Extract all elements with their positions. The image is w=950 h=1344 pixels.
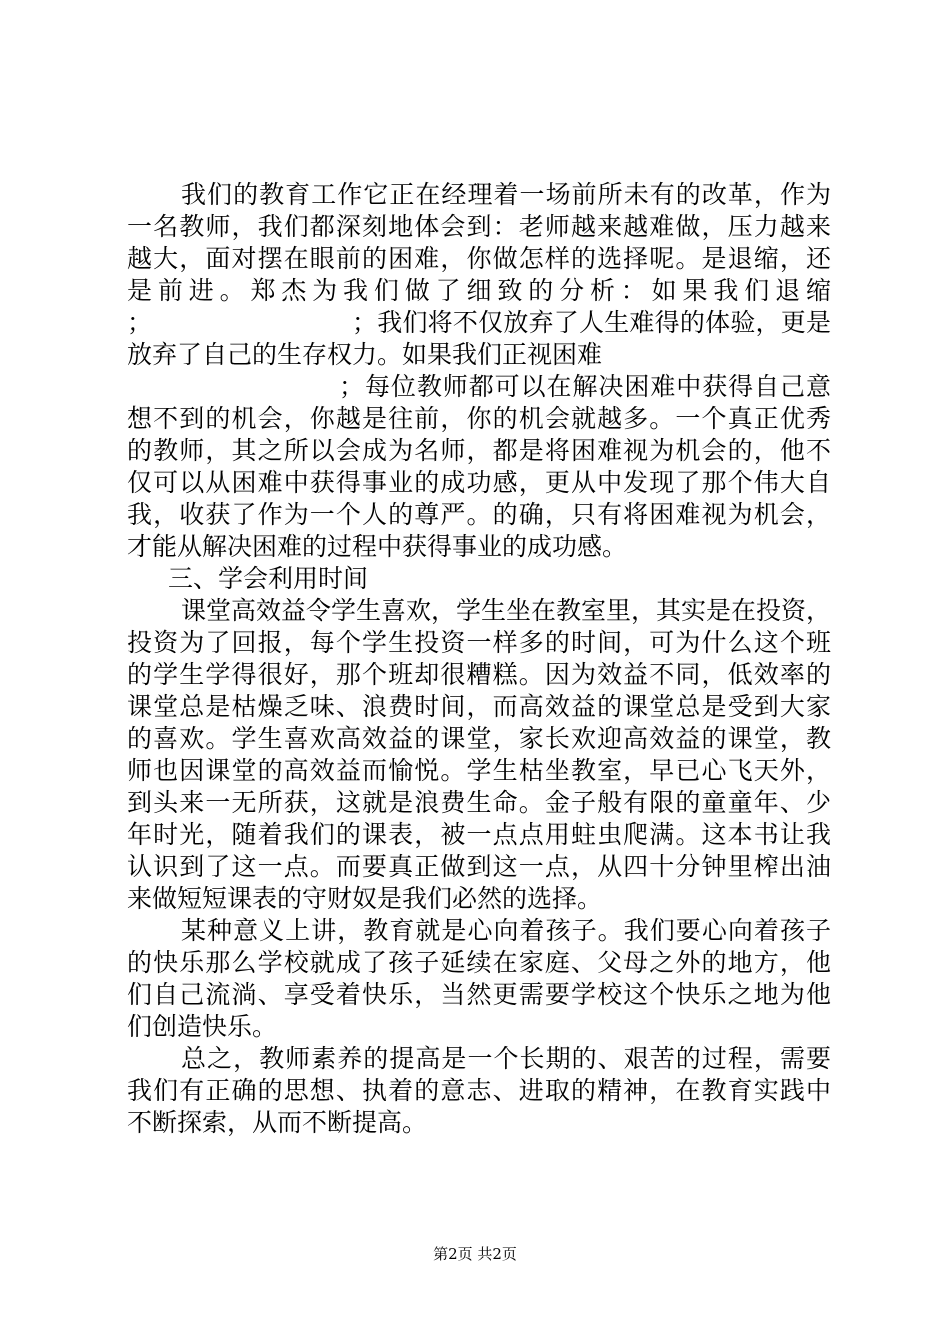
section-heading: 三、学会利用时间 bbox=[168, 564, 369, 593]
text-line: 想不到的机会，你越是往前，你的机会就越多。一个真正优秀 bbox=[127, 404, 831, 433]
text-line: 年时光，随着我们的课表，被一点点用蛀虫爬满。这本书让我 bbox=[127, 820, 831, 849]
text-line: 的喜欢。学生喜欢高效益的课堂，家长欢迎高效益的课堂，教 bbox=[127, 724, 831, 753]
text-line: 仅可以从困难中获得事业的成功感，更从中发现了那个伟大自 bbox=[127, 468, 831, 497]
text-line: 的学生学得很好，那个班却很糟糕。因为效益不同，低效率的 bbox=[127, 660, 831, 689]
text-line: ；每位教师都可以在解决困难中获得自己意 bbox=[339, 372, 831, 401]
text-line: 投资为了回报，每个学生投资一样多的时间，可为什么这个班 bbox=[127, 628, 831, 657]
text-line: 是前进。郑杰为我们做了细致的分析：如果我们退缩 bbox=[127, 276, 831, 305]
text-line: 不断探索，从而不断提高。 bbox=[127, 1108, 428, 1137]
text-line: 师也因课堂的高效益而愉悦。学生枯坐教室，早已心飞天外， bbox=[127, 756, 831, 785]
page-number: 第2页 共2页 bbox=[433, 1245, 517, 1263]
text-line: 越大，面对摆在眼前的困难，你做怎样的选择呢。是退缩，还 bbox=[127, 244, 831, 273]
text-line: 放弃了自己的生存权力。如果我们正视困难 bbox=[127, 340, 603, 369]
text-line: 才能从解决困难的过程中获得事业的成功感。 bbox=[127, 532, 628, 561]
text-line: 我们的教育工作它正在经理着一场前所未有的改革，作为 bbox=[181, 180, 831, 209]
text-line: 们创造快乐。 bbox=[127, 1012, 278, 1041]
text-line: 一名教师，我们都深刻地体会到：老师越来越难做，压力越来 bbox=[127, 212, 831, 241]
text-line: 的教师，其之所以会成为名师，都是将困难视为机会的，他不 bbox=[127, 436, 831, 465]
text-line: 到头来一无所获，这就是浪费生命。金子般有限的童童年、少 bbox=[127, 788, 831, 817]
text-line: 某种意义上讲，教育就是心向着孩子。我们要心向着孩子 bbox=[181, 916, 831, 945]
text-line: ； bbox=[127, 308, 153, 337]
text-line: 们自己流淌、享受着快乐，当然更需要学校这个快乐之地为他 bbox=[127, 980, 831, 1009]
text-line: 的快乐那么学校就成了孩子延续在家庭、父母之外的地方，他 bbox=[127, 948, 831, 977]
text-line: 认识到了这一点。而要真正做到这一点，从四十分钟里榨出油 bbox=[127, 852, 831, 881]
text-line: 课堂高效益令学生喜欢，学生坐在教室里，其实是在投资， bbox=[181, 596, 832, 625]
text-line: 我，收获了作为一个人的尊严。的确，只有将困难视为机会， bbox=[127, 500, 831, 529]
text-line: ；我们将不仅放弃了人生难得的体验，更是 bbox=[352, 308, 831, 337]
text-line: 总之，教师素养的提高是一个长期的、艰苦的过程，需要 bbox=[181, 1044, 831, 1073]
text-line: 来做短短课表的守财奴是我们必然的选择。 bbox=[127, 884, 603, 913]
text-line: 课堂总是枯燥乏味、浪费时间，而高效益的课堂总是受到大家 bbox=[127, 692, 831, 721]
text-line: 我们有正确的思想、执着的意志、进取的精神，在教育实践中 bbox=[127, 1076, 831, 1105]
